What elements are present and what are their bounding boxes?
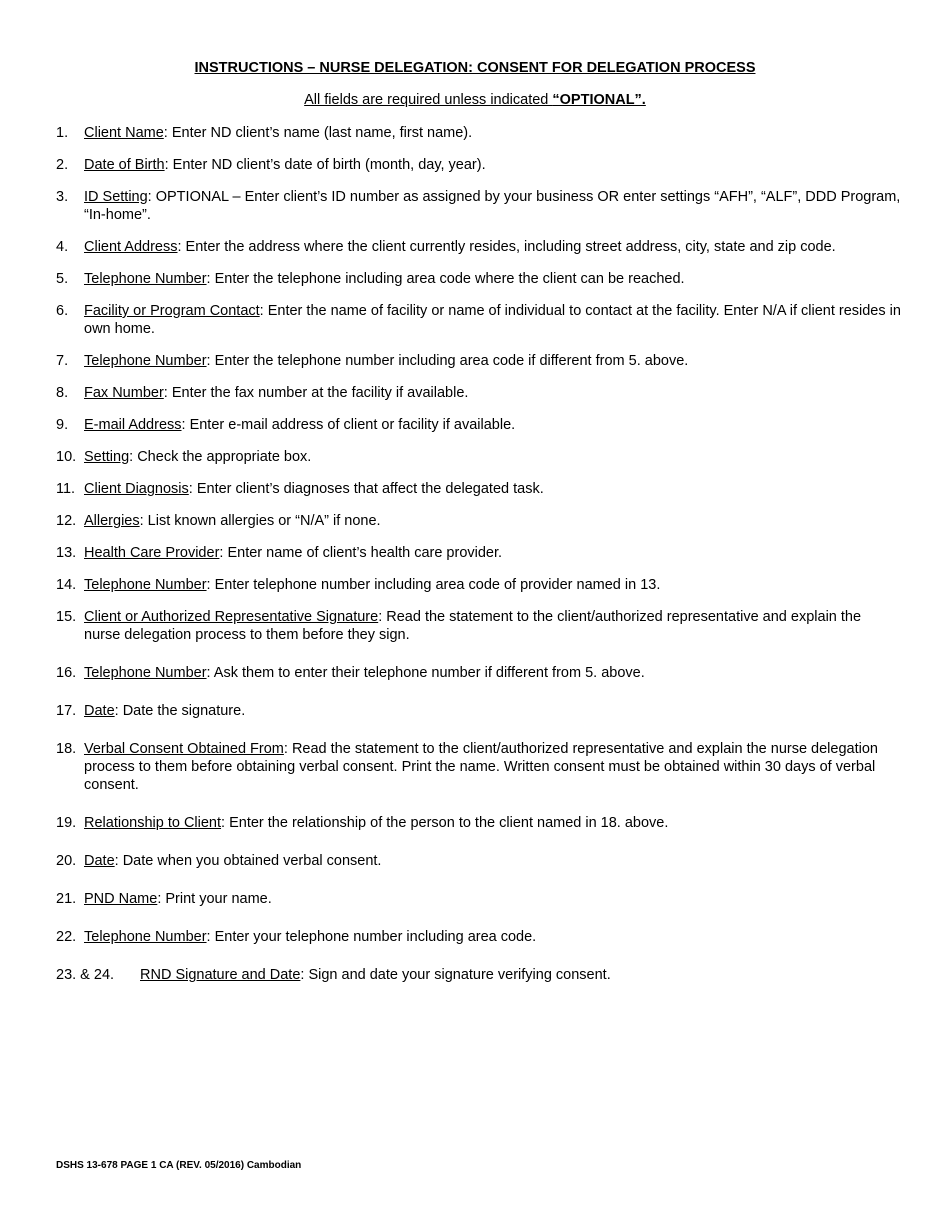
item-text: : Enter client’s diagnoses that affect the delegated task.: [188, 481, 544, 497]
list-item: [56, 124, 901, 142]
form-footer: DSHS 13-678 PAGE 1 CA (REV. 05/2016) Cambodian: [56, 1160, 302, 1171]
item-label: Telephone Number: [84, 577, 207, 593]
item-text: : Enter the telephone number including area code if different from 5. above.: [206, 353, 689, 369]
list-item: [56, 852, 901, 870]
item-label: Health Care Provider: [84, 545, 220, 561]
list-item: [56, 480, 901, 498]
document-subtitle: [0, 91, 950, 109]
list-item: [56, 890, 901, 908]
list-item: [56, 966, 901, 984]
item-number: 2.: [56, 157, 69, 173]
list-item: [56, 188, 901, 224]
item-number: 7.: [56, 353, 69, 369]
document-title: INSTRUCTIONS – NURSE DELEGATION: CONSENT FOR DELEGATION PROCESS: [194, 60, 756, 76]
list-item: [56, 270, 901, 288]
item-text: : List known allergies or “N/A” if none.: [139, 513, 381, 529]
list-item: [56, 156, 901, 174]
list-item: [56, 302, 901, 338]
item-text: : Print your name.: [157, 891, 272, 907]
item-label: Relationship to Client: [84, 815, 222, 831]
list-item: [56, 608, 901, 644]
item-label: Telephone Number: [84, 353, 207, 369]
item-number: 20.: [56, 853, 77, 869]
item-number: 16.: [56, 665, 77, 681]
item-number: 18.: [56, 741, 77, 757]
item-label: Facility or Program Contact: [84, 303, 260, 319]
list-item: [56, 702, 901, 720]
item-number: 4.: [56, 239, 69, 255]
list-item: [56, 416, 901, 434]
item-label: Setting: [84, 449, 130, 465]
item-text: : Enter telephone number including area code of provider named in 13.: [206, 577, 661, 593]
item-label: PND Name: [84, 891, 158, 907]
item-number: 23. & 24.: [56, 967, 115, 983]
item-number: 10.: [56, 449, 77, 465]
list-item: [56, 238, 901, 256]
item-number: 15.: [56, 609, 77, 625]
item-number: 6.: [56, 303, 69, 319]
item-label: Allergies: [84, 513, 140, 529]
instruction-list: [56, 124, 901, 998]
subtitle-emphasis: “OPTIONAL”.: [552, 92, 646, 108]
item-text: : Ask them to enter their telephone number if different from 5. above.: [206, 665, 645, 681]
list-item: [56, 928, 901, 946]
subtitle-text: All fields are required unless indicated: [304, 92, 553, 108]
item-text: : Enter the fax number at the facility if available.: [163, 385, 469, 401]
list-item: [56, 512, 901, 530]
item-label: Fax Number: [84, 385, 164, 401]
item-text: : Enter the telephone including area code where the client can be reached.: [206, 271, 685, 287]
item-text: : Date the signature.: [114, 703, 246, 719]
item-number: 21.: [56, 891, 77, 907]
item-text: : Enter the name of facility or name of individual to contact at the facility. Enter N/A if client resides in own home.: [84, 303, 901, 337]
item-text: : Enter ND client’s date of birth (month, day, year).: [164, 157, 486, 173]
item-number: 13.: [56, 545, 77, 561]
item-label: Verbal Consent Obtained From: [84, 741, 284, 757]
item-number: 11.: [56, 481, 76, 497]
item-label: Date: [84, 703, 115, 719]
item-text: : Read the statement to the client/authorized representative and explain the nurse delegation process to them before they sign.: [84, 609, 862, 643]
item-label: Client or Authorized Representative Signature: [84, 609, 379, 625]
item-label: RND Signature and Date: [140, 967, 301, 983]
list-item: [56, 576, 901, 594]
item-number: 19.: [56, 815, 77, 831]
item-number: 12.: [56, 513, 77, 529]
item-label: Client Name: [84, 125, 164, 141]
list-item: [56, 740, 901, 794]
item-text: : Check the appropriate box.: [129, 449, 312, 465]
item-number: 1.: [56, 125, 69, 141]
item-label: Telephone Number: [84, 929, 207, 945]
item-number: 3.: [56, 189, 69, 205]
item-label: Date of Birth: [84, 157, 165, 173]
item-label: ID Setting: [84, 189, 148, 205]
list-item: [56, 352, 901, 370]
item-number: 5.: [56, 271, 69, 287]
list-item: [56, 544, 901, 562]
item-text: : Sign and date your signature verifying consent.: [300, 967, 611, 983]
item-number: 14.: [56, 577, 77, 593]
item-text: : Enter e-mail address of client or facility if available.: [181, 417, 516, 433]
item-number: 17.: [56, 703, 77, 719]
item-label: E-mail Address: [84, 417, 182, 433]
item-text: : Enter your telephone number including area code.: [206, 929, 537, 945]
item-number: 8.: [56, 385, 69, 401]
list-item: [56, 814, 901, 832]
item-text: : Enter the relationship of the person to the client named in 18. above.: [221, 815, 669, 831]
item-text: : Date when you obtained verbal consent.: [114, 853, 382, 869]
item-text: : Enter ND client’s name (last name, first name).: [163, 125, 473, 141]
item-label: Telephone Number: [84, 665, 207, 681]
item-number: 9.: [56, 417, 69, 433]
item-label: Client Diagnosis: [84, 481, 189, 497]
item-label: Client Address: [84, 239, 178, 255]
item-text: : OPTIONAL – Enter client’s ID number as assigned by your business OR enter settings “AFH”, “ALF”, DDD Program, “In-home”.: [84, 189, 901, 223]
item-text: : Read the statement to the client/authorized representative and explain the nurse delegation process to them before obtaining verbal consent. Print the name. Written consent must be obtained within 30 days of verbal consent.: [84, 741, 878, 793]
item-label: Date: [84, 853, 115, 869]
item-number: 22.: [56, 929, 77, 945]
item-text: : Enter name of client’s health care provider.: [219, 545, 503, 561]
list-item: [56, 384, 901, 402]
item-label: Telephone Number: [84, 271, 207, 287]
list-item: [56, 664, 901, 682]
item-text: : Enter the address where the client currently resides, including street address, city, state and zip code.: [177, 239, 836, 255]
list-item: [56, 448, 901, 466]
